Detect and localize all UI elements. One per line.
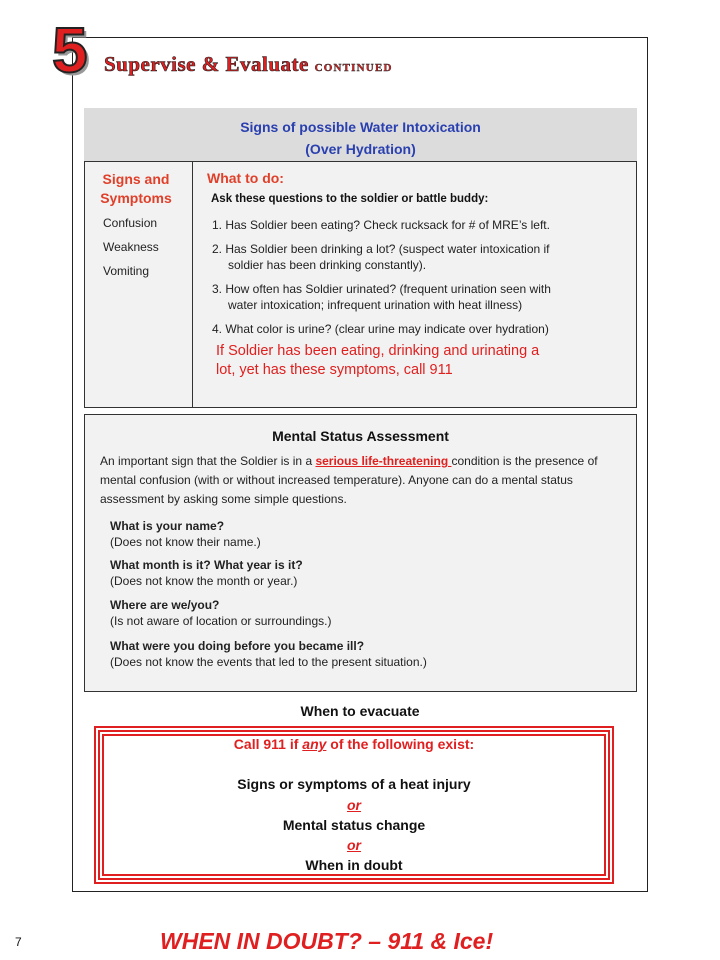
or-label: or — [347, 797, 361, 813]
mental-answer: (Does not know the month or year.) — [110, 574, 298, 588]
intro-text: An important sign that the Soldier is in a — [100, 454, 316, 468]
symptom-item: Weakness — [103, 240, 159, 254]
mental-answer: (Does not know the events that led to the present situation.) — [110, 655, 427, 669]
mental-status-intro — [100, 452, 625, 509]
question-line-continued: soldier has been drinking constantly). — [228, 258, 427, 272]
symptom-item: Vomiting — [103, 264, 150, 278]
signs-heading-line1: Signs and — [102, 171, 170, 187]
call-text-continued: of the following exist: — [326, 736, 475, 752]
evac-condition: When in doubt — [305, 857, 403, 873]
symptom-item: Confusion — [103, 216, 158, 230]
mental-question: What is your name? — [110, 519, 225, 533]
question-item — [212, 281, 622, 313]
or-label: or — [347, 837, 361, 853]
call-text: Call 911 if — [233, 736, 303, 752]
evac-or — [102, 797, 606, 813]
mental-answer: (Is not aware of location or surroundings.) — [110, 614, 332, 628]
question-item — [212, 241, 622, 273]
signs-heading-line2: Symptoms — [100, 190, 172, 206]
evac-or — [102, 837, 606, 853]
ask-questions-line: Ask these questions to the soldier or battle buddy: — [211, 193, 489, 205]
mental-question: What month is it? What year is it? — [110, 558, 303, 572]
page-number: 7 — [15, 935, 22, 949]
signs-symptoms-heading — [88, 170, 184, 208]
question-item — [212, 321, 622, 337]
question-line-continued: water intoxication; infrequent urination with heat illness) — [228, 298, 523, 312]
mental-question-item — [110, 638, 610, 670]
section-title — [104, 52, 393, 77]
mental-question: What were you doing before you became ill? — [110, 639, 365, 653]
what-to-do-heading: What to do: — [207, 170, 284, 186]
question-item — [212, 217, 622, 233]
question-line: 2. Has Soldier been drinking a lot? (suspect water intoxication if — [212, 242, 550, 256]
question-line: 4. What color is urine? (clear urine may indicate over hydration) — [212, 322, 549, 336]
question-line: 1. Has Soldier been eating? Check rucksack for # of MRE’s left. — [212, 218, 550, 232]
mental-answer: (Does not know their name.) — [110, 535, 261, 549]
warning-line1: If Soldier has been eating, drinking and urinating a — [216, 343, 540, 359]
intro-highlight: serious life-threatening — [315, 454, 452, 468]
call-911-warning — [216, 342, 596, 380]
section-title-text: Supervise & Evaluate — [104, 52, 309, 76]
section-title-suffix: CONTINUED — [314, 62, 393, 74]
call-any-emphasis: any — [302, 736, 327, 752]
warning-line2: lot, yet has these symptoms, call 911 — [216, 362, 453, 378]
mental-status-title: Mental Status Assessment — [272, 428, 449, 444]
mental-question-item — [110, 518, 610, 550]
call-911-line — [102, 736, 606, 752]
water-title-line1: Signs of possible Water Intoxication — [240, 119, 481, 135]
evac-condition: Mental status change — [282, 817, 426, 833]
mental-question-item — [110, 597, 610, 629]
evac-condition: Signs or symptoms of a heat injury — [237, 776, 471, 792]
mental-question: Where are we/you? — [110, 598, 220, 612]
mental-question-item — [110, 557, 610, 589]
water-title-line2: (Over Hydration) — [305, 141, 416, 157]
intro-text-continued: condition is the presence of mental confusion (with or without increased temperature). Anyone can do a mental status assessment by asking some simple questions. — [100, 454, 598, 506]
footer-slogan: WHEN IN DOUBT? – 911 & Ice! — [160, 928, 494, 954]
step-number: 5 — [52, 14, 88, 86]
question-line: 3. How often has Soldier urinated? (frequent urination seen with — [212, 282, 551, 296]
evacuate-title: When to evacuate — [300, 703, 420, 719]
column-divider — [192, 162, 193, 408]
water-intoxication-title — [84, 116, 637, 160]
